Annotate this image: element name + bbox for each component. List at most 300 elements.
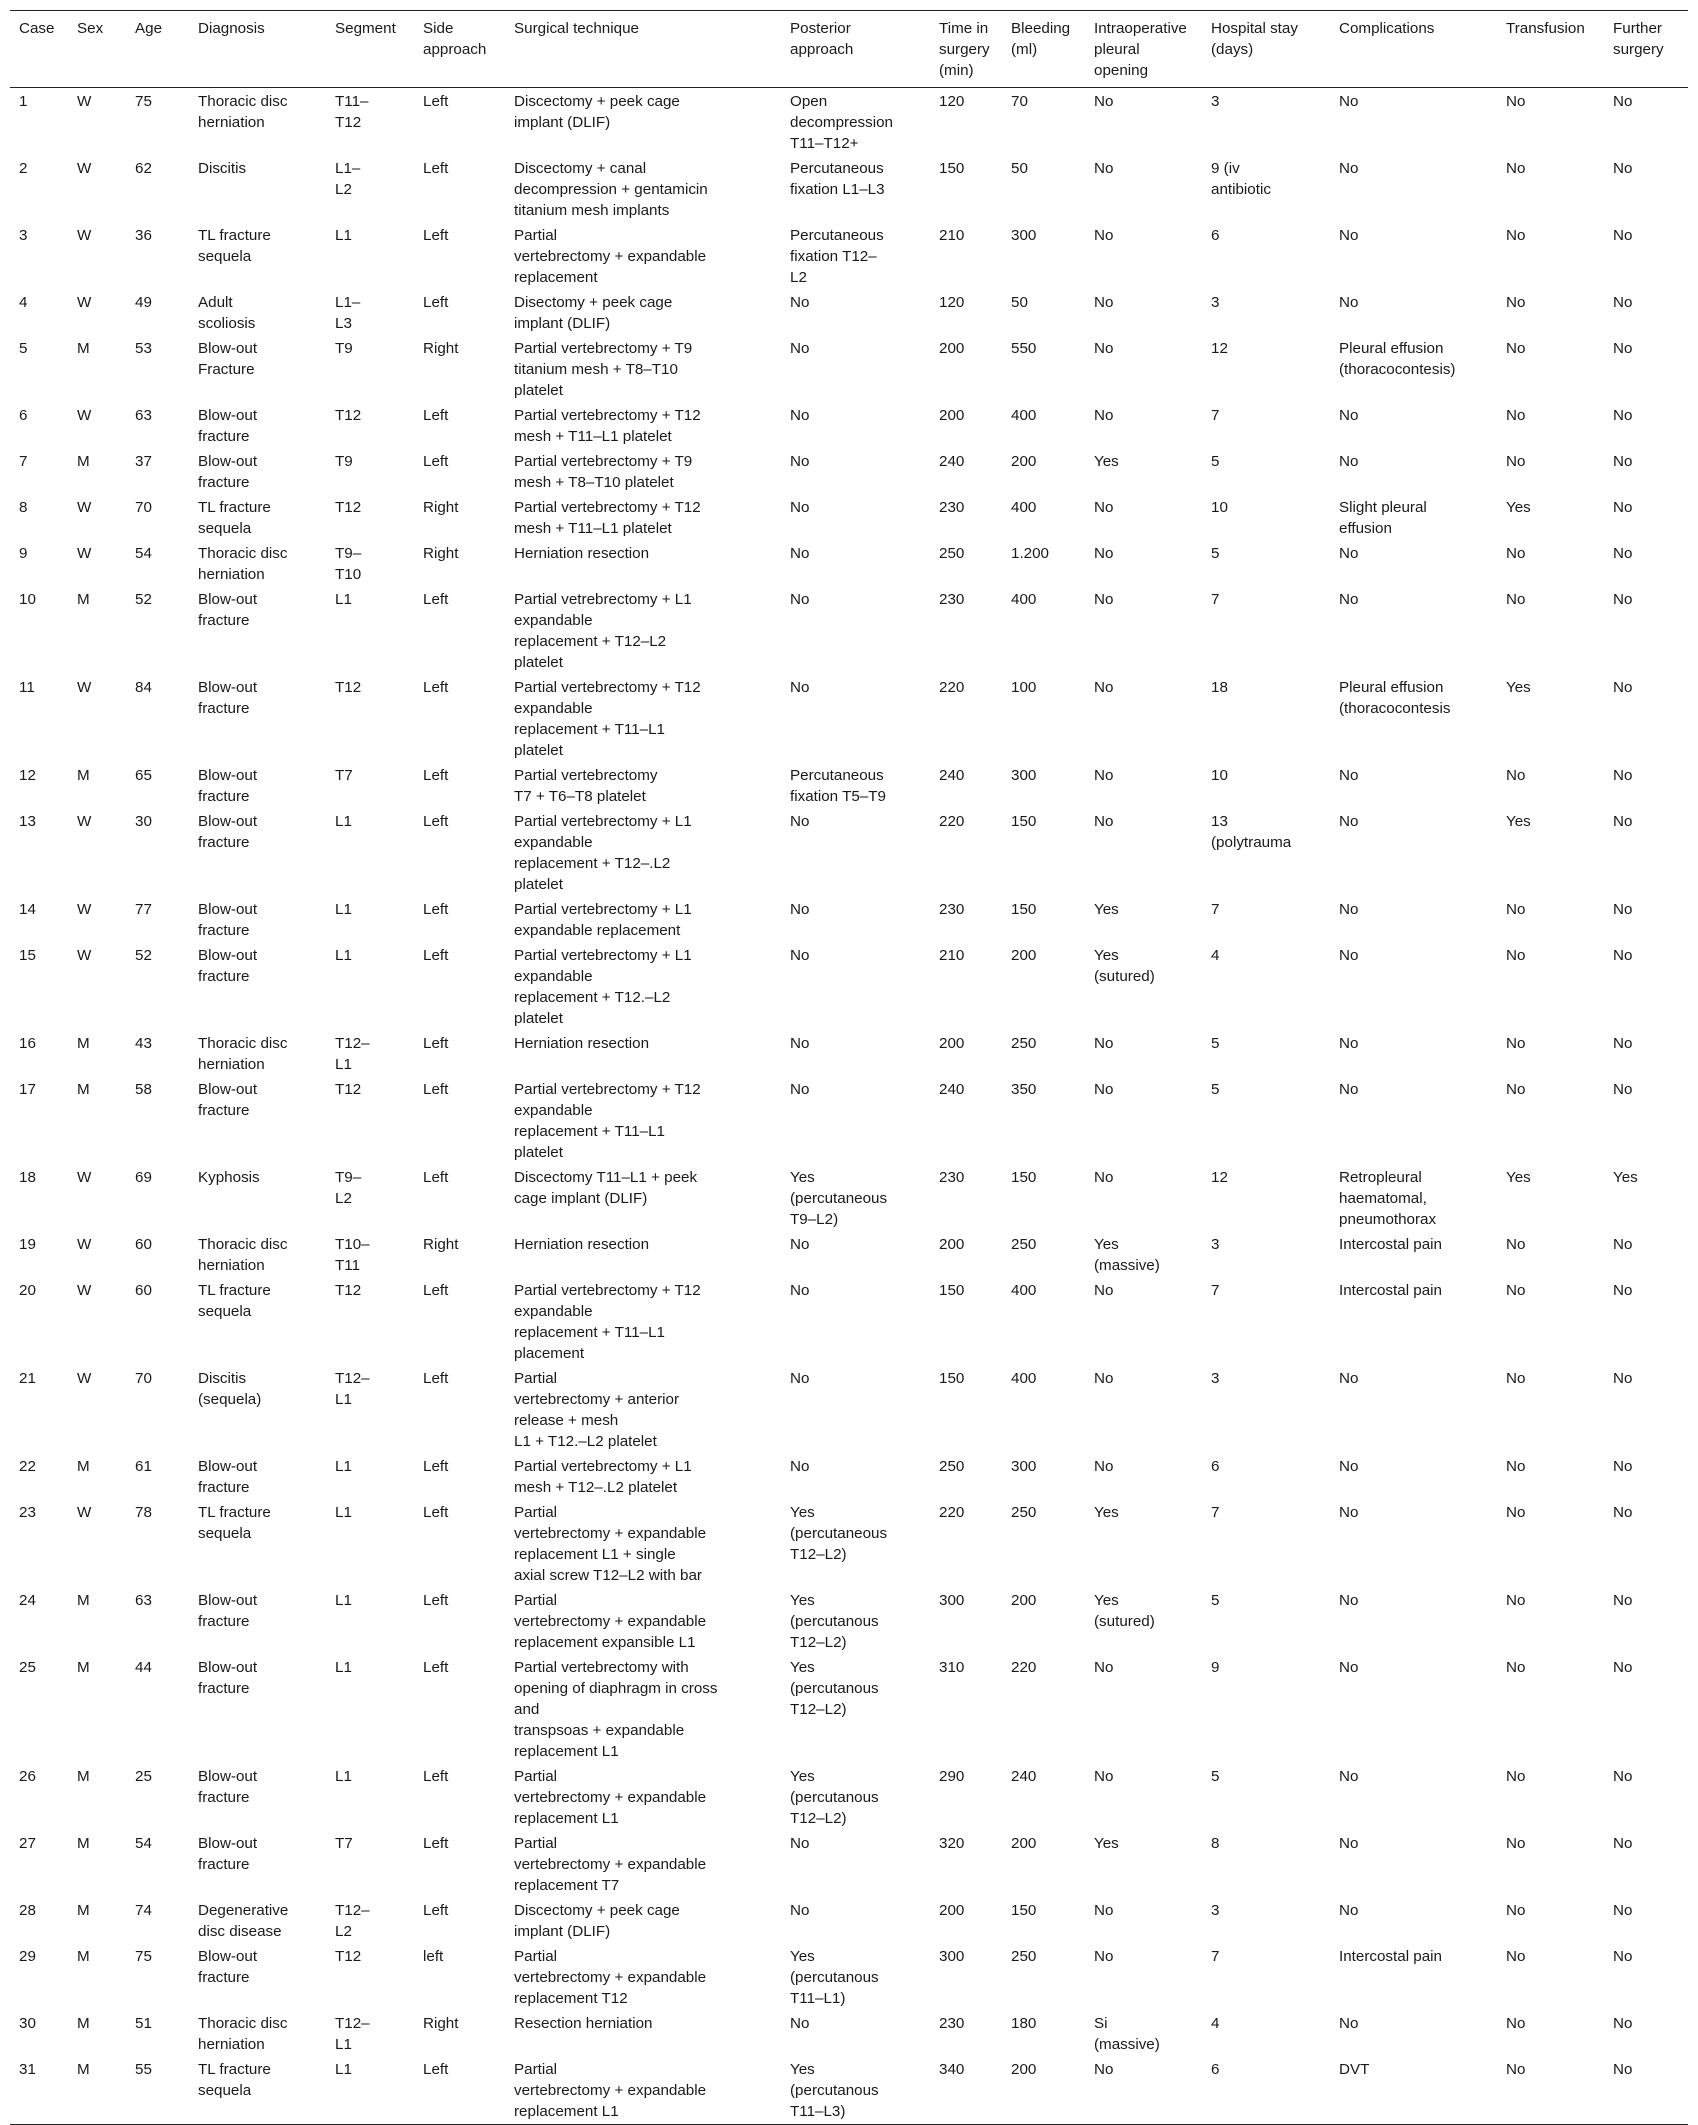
cell-surgical-technique: Partial vertebrectomy + L1 expandable replacement + T12.–L2 platelet [514, 947, 692, 1027]
cell-bleeding: 250 [1011, 1504, 1037, 1521]
table-row [10, 1763, 1688, 1830]
cell-bleeding: 350 [1011, 1081, 1037, 1098]
cell-hospital-stay: 8 [1211, 1835, 1220, 1852]
cell-segment: T12 [335, 1282, 362, 1299]
cell-surgical-technique: Partial vetrebrectomy + L1 expandable replacement + T12–L2 platelet [514, 591, 692, 671]
cell-complications: No [1339, 407, 1359, 424]
cell-further-surgery: No [1613, 545, 1633, 562]
cell-case: 11 [19, 679, 35, 696]
cell-complications: No [1339, 294, 1359, 311]
cell-diagnosis: Blow-out fracture [198, 767, 258, 805]
cell-pleural-opening: No [1094, 1169, 1114, 1186]
cell-bleeding: 150 [1011, 1169, 1037, 1186]
cell-time-in-surgery: 200 [939, 1902, 965, 1919]
cell-age: 75 [135, 93, 152, 110]
cell-diagnosis: TL fracture sequela [189, 2056, 326, 2125]
cell-hospital-stay: 7 [1211, 1504, 1220, 1521]
table-row [10, 1897, 1688, 1943]
cell-segment: T10– T11 [335, 1236, 370, 1274]
cell-side-approach: Left [423, 1035, 449, 1052]
cell-bleeding: 400 [1011, 1282, 1037, 1299]
cell-case: 20 [19, 1282, 36, 1299]
cell-sex: W [77, 294, 92, 311]
cell-pleural-opening: No [1094, 1370, 1114, 1387]
cell-further-surgery: No [1613, 1592, 1633, 1609]
cell-time-in-surgery: 200 [939, 1035, 965, 1052]
cell-case: 10 [19, 591, 36, 608]
cell-complications: No [1339, 813, 1359, 830]
cell-time-in-surgery: 250 [939, 1458, 965, 1475]
cell-pleural-opening: No [1094, 1282, 1114, 1299]
table-row [10, 540, 1688, 586]
cell-hospital-stay: 13 (polytrauma [1211, 813, 1292, 851]
cell-bleeding: 1.200 [1011, 545, 1050, 562]
cell-pleural-opening: No [1094, 160, 1114, 177]
cell-pleural-opening: No [1094, 1659, 1114, 1676]
cell-bleeding: 400 [1011, 591, 1037, 608]
cell-posterior-approach: Percutaneous fixation L1–L3 [790, 160, 885, 198]
column-header-case: Case [10, 11, 68, 88]
cell-posterior-approach: No [790, 591, 810, 608]
cell-posterior-approach: No [790, 407, 810, 424]
cell-sex: W [77, 1169, 92, 1186]
cell-sex: W [77, 407, 92, 424]
cell-posterior-approach: No [790, 545, 810, 562]
cell-time-in-surgery: 200 [939, 407, 965, 424]
cell-surgical-technique: Partial vertebrectomy + T9 titanium mesh + T8–T10 platelet [514, 340, 693, 399]
cell-sex: M [77, 1592, 90, 1609]
cell-sex: M [77, 340, 90, 357]
cell-time-in-surgery: 240 [939, 767, 965, 784]
cell-segment: L1 [335, 591, 352, 608]
cell-transfusion: No [1506, 1236, 1526, 1253]
table-row [10, 2056, 1688, 2125]
cell-case: 23 [19, 1504, 36, 1521]
table-header [10, 11, 1688, 88]
cell-hospital-stay: 7 [1211, 1282, 1220, 1299]
cell-complications: No [1339, 1659, 1359, 1676]
cell-hospital-stay: 6 [1202, 2056, 1330, 2125]
cell-complications: No [1339, 767, 1359, 784]
cell-transfusion: No [1506, 1282, 1526, 1299]
cell-bleeding: 220 [1011, 1659, 1037, 1676]
cell-sex: M [77, 767, 90, 784]
cell-transfusion: No [1506, 1768, 1526, 1785]
cell-sex: W [77, 1236, 92, 1253]
column-header-sex: Sex [68, 11, 126, 88]
cell-complications: No [1339, 901, 1359, 918]
cell-case: 9 [19, 545, 28, 562]
cell-posterior-approach: No [790, 813, 810, 830]
cell-posterior-approach: Yes (percutanous T11–L3) [781, 2056, 930, 2125]
cell-further-surgery: No [1613, 947, 1633, 964]
cell-posterior-approach: No [790, 1902, 810, 1919]
cell-side-approach: Right [423, 545, 459, 562]
cell-hospital-stay: 7 [1211, 407, 1220, 424]
cell-transfusion: No [1506, 1948, 1526, 1965]
column-header-transfusion: Transfusion [1497, 11, 1604, 88]
table-row [10, 674, 1688, 762]
table-row [10, 896, 1688, 942]
cell-further-surgery: No [1613, 1902, 1633, 1919]
cell-time-in-surgery: 200 [939, 340, 965, 357]
cell-surgical-technique: Partial vertebrectomy + T12 expandable replacement + T11–L1 placement [514, 1282, 701, 1362]
cell-hospital-stay: 6 [1211, 1458, 1220, 1475]
cell-case: 21 [19, 1370, 36, 1387]
cell-posterior-approach: No [790, 1035, 810, 1052]
cell-case: 27 [19, 1835, 36, 1852]
cell-surgical-technique: Partial vertebrectomy + T12 mesh + T11–L1 platelet [514, 499, 701, 537]
cell-transfusion: Yes [1506, 679, 1531, 696]
cell-time-in-surgery: 230 [939, 901, 965, 918]
cell-case: 29 [19, 1948, 36, 1965]
cell-pleural-opening: No [1094, 679, 1114, 696]
cell-complications: Retropleural haematomal, pneumothorax [1339, 1169, 1437, 1228]
cell-side-approach: Left [423, 227, 449, 244]
cell-case: 4 [19, 294, 28, 311]
cell-further-surgery: No [1613, 1035, 1633, 1052]
cell-diagnosis: Blow-out Fracture [198, 340, 258, 378]
cell-further-surgery: No [1613, 1835, 1633, 1852]
table-row [10, 1943, 1688, 2010]
cell-complications: No [1339, 591, 1359, 608]
case-series-table-container [10, 10, 1688, 2125]
cell-posterior-approach: Yes (percutanous T11–L1) [790, 1948, 879, 2007]
cell-further-surgery: No [1613, 407, 1633, 424]
cell-surgical-technique: Discectomy + peek cage implant (DLIF) [514, 93, 680, 131]
cell-sex: M [77, 1458, 90, 1475]
cell-complications: DVT [1330, 2056, 1497, 2125]
table-row [10, 335, 1688, 402]
cell-surgical-technique: Partial vertebrectomy + L1 expandable replacement [514, 901, 692, 939]
cell-age: 55 [126, 2056, 189, 2125]
cell-segment: L1 [326, 2056, 414, 2125]
cell-diagnosis: TL fracture sequela [198, 1504, 271, 1542]
cell-pleural-opening: No [1094, 93, 1114, 110]
cell-further-surgery: No [1613, 1081, 1633, 1098]
cell-surgical-technique: Herniation resection [514, 1236, 650, 1253]
cell-posterior-approach: No [790, 1370, 810, 1387]
table-row [10, 1277, 1688, 1365]
cell-sex: W [77, 813, 92, 830]
cell-hospital-stay: 3 [1211, 1236, 1220, 1253]
cell-transfusion: No [1506, 1370, 1526, 1387]
cell-age: 25 [135, 1768, 152, 1785]
cell-pleural-opening: No [1085, 2056, 1202, 2125]
cell-posterior-approach: Yes (percutaneous T12–L2) [790, 1504, 888, 1563]
column-header-side-approach: Side approach [414, 11, 505, 88]
cell-further-surgery: No [1613, 2015, 1633, 2032]
cell-bleeding: 150 [1011, 813, 1037, 830]
cell-segment: T12– L1 [335, 2015, 370, 2053]
cell-time-in-surgery: 210 [939, 227, 965, 244]
cell-complications: No [1339, 947, 1359, 964]
cell-age: 54 [135, 1835, 152, 1852]
cell-diagnosis: Blow-out fracture [198, 1948, 258, 1986]
cell-hospital-stay: 12 [1211, 1169, 1228, 1186]
cell-further-surgery: No [1613, 340, 1633, 357]
cell-pleural-opening: Yes [1094, 453, 1119, 470]
cell-age: 74 [135, 1902, 152, 1919]
cell-complications: Intercostal pain [1339, 1948, 1442, 1965]
cell-pleural-opening: No [1094, 294, 1114, 311]
cell-pleural-opening: No [1094, 499, 1114, 516]
cell-transfusion: No [1506, 767, 1526, 784]
cell-diagnosis: Blow-out fracture [198, 1835, 258, 1873]
cell-diagnosis: Blow-out fracture [198, 1081, 258, 1119]
cell-case: 1 [19, 93, 28, 110]
cell-hospital-stay: 4 [1211, 947, 1220, 964]
cell-segment: T12 [335, 1948, 362, 1965]
column-header-complications: Complications [1330, 11, 1497, 88]
column-header-hospital-stay: Hospital stay (days) [1202, 11, 1330, 88]
cell-age: 58 [135, 1081, 152, 1098]
cell-surgical-technique: Resection herniation [514, 2015, 653, 2032]
cell-segment: T9 [335, 453, 353, 470]
cell-segment: L1 [335, 1659, 352, 1676]
cell-surgical-technique: Partial vertebrectomy + anterior release + mesh L1 + T12.–L2 platelet [514, 1370, 680, 1450]
cell-age: 51 [135, 2015, 152, 2032]
cell-age: 52 [135, 947, 152, 964]
cell-case: 8 [19, 499, 28, 516]
cell-further-surgery: No [1613, 160, 1633, 177]
cell-further-surgery: No [1613, 1370, 1633, 1387]
cell-diagnosis: Blow-out fracture [198, 1458, 258, 1496]
cell-time-in-surgery: 240 [939, 453, 965, 470]
cell-transfusion: No [1497, 2056, 1604, 2125]
cell-segment: T12 [335, 1081, 362, 1098]
cell-segment: L1– L3 [335, 294, 361, 332]
cell-transfusion: No [1506, 340, 1526, 357]
cell-case: 13 [19, 813, 36, 830]
cell-side-approach: Left [423, 679, 449, 696]
cell-pleural-opening: No [1094, 1081, 1114, 1098]
cell-complications: No [1339, 1768, 1359, 1785]
cell-diagnosis: Blow-out fracture [198, 901, 258, 939]
cell-pleural-opening: No [1094, 767, 1114, 784]
cell-surgical-technique: Partial vertebrectomy + L1 expandable replacement + T12–.L2 platelet [514, 813, 692, 893]
cell-time-in-surgery: 200 [939, 1236, 965, 1253]
cell-complications: No [1339, 93, 1359, 110]
cell-time-in-surgery: 290 [939, 1768, 965, 1785]
cell-age: 30 [135, 813, 152, 830]
cell-hospital-stay: 6 [1211, 227, 1220, 244]
cell-posterior-approach: Yes (percutaneous T9–L2) [790, 1169, 888, 1228]
cell-side-approach: Left [423, 767, 449, 784]
cell-transfusion: No [1506, 947, 1526, 964]
cell-posterior-approach: Open decompression T11–T12+ [790, 93, 893, 152]
cell-side-approach: Left [423, 1768, 449, 1785]
cell-further-surgery: No [1613, 679, 1633, 696]
cell-pleural-opening: No [1094, 407, 1114, 424]
cell-pleural-opening: Yes [1094, 1504, 1119, 1521]
table-row [10, 942, 1688, 1030]
cell-transfusion: No [1506, 1081, 1526, 1098]
table-row [10, 1499, 1688, 1587]
cell-age: 69 [135, 1169, 152, 1186]
cell-side-approach: Left [423, 93, 449, 110]
cell-transfusion: No [1506, 591, 1526, 608]
cell-pleural-opening: Yes [1094, 901, 1119, 918]
cell-transfusion: No [1506, 1035, 1526, 1052]
cell-surgical-technique: Partial vertebrectomy + expandable replacement [514, 227, 707, 286]
cell-diagnosis: Blow-out fracture [198, 591, 258, 629]
table-body [10, 88, 1688, 2125]
cell-posterior-approach: No [790, 901, 810, 918]
cell-time-in-surgery: 300 [939, 1948, 965, 1965]
cell-age: 78 [135, 1504, 152, 1521]
cell-time-in-surgery: 120 [939, 294, 965, 311]
cell-surgical-technique: Partial vertebrectomy + L1 mesh + T12–.L2 platelet [514, 1458, 692, 1496]
table-row [10, 1587, 1688, 1654]
cell-segment: T12– L2 [335, 1902, 370, 1940]
cell-diagnosis: Thoracic disc herniation [198, 2015, 288, 2053]
cell-case: 16 [19, 1035, 36, 1052]
cell-surgical-technique: Partial vertebrectomy + expandable replacement T12 [514, 1948, 707, 2007]
cell-time-in-surgery: 310 [939, 1659, 965, 1676]
cell-transfusion: No [1506, 1458, 1526, 1475]
cell-posterior-approach: No [790, 679, 810, 696]
cell-sex: W [77, 93, 92, 110]
cell-side-approach: Left [423, 1902, 449, 1919]
cell-diagnosis: Discitis (sequela) [198, 1370, 262, 1408]
column-header-age: Age [126, 11, 189, 88]
cell-side-approach: Left [423, 294, 449, 311]
cell-hospital-stay: 4 [1211, 2015, 1220, 2032]
cell-segment: L1 [335, 1504, 352, 1521]
cell-age: 60 [135, 1282, 152, 1299]
cell-posterior-approach: No [790, 1835, 810, 1852]
cell-case: 5 [19, 340, 28, 357]
cell-further-surgery: No [1613, 591, 1633, 608]
cell-age: 75 [135, 1948, 152, 1965]
cell-transfusion: No [1506, 545, 1526, 562]
cell-further-surgery: No [1613, 1458, 1633, 1475]
cell-bleeding: 200 [1011, 1592, 1037, 1609]
cell-complications: Slight pleural effusion [1339, 499, 1427, 537]
cell-sex: M [77, 2015, 90, 2032]
cell-hospital-stay: 9 (iv antibiotic [1211, 160, 1271, 198]
cell-hospital-stay: 3 [1211, 1902, 1220, 1919]
cell-bleeding: 100 [1011, 679, 1037, 696]
cell-side-approach: Left [423, 813, 449, 830]
cell-case: 28 [19, 1902, 36, 1919]
cell-surgical-technique: Partial vertebrectomy + T12 expandable replacement + T11–L1 platelet [514, 1081, 701, 1161]
cell-sex: M [77, 591, 90, 608]
cell-segment: L1 [335, 901, 352, 918]
table-row [10, 155, 1688, 222]
cell-bleeding: 240 [1011, 1768, 1037, 1785]
column-header-time-in-surgery: Time in surgery (min) [930, 11, 1002, 88]
cell-segment: T12– L1 [335, 1370, 370, 1408]
cell-time-in-surgery: 120 [939, 93, 965, 110]
cell-further-surgery: No [1613, 1659, 1633, 1676]
cell-segment: T7 [335, 767, 353, 784]
cell-hospital-stay: 7 [1211, 901, 1220, 918]
cell-transfusion: No [1506, 901, 1526, 918]
cell-sex: W [77, 545, 92, 562]
column-header-further-surgery: Further surgery [1604, 11, 1688, 88]
table-row [10, 448, 1688, 494]
cell-segment: L1 [335, 813, 352, 830]
cell-hospital-stay: 7 [1211, 591, 1220, 608]
cell-hospital-stay: 5 [1211, 1081, 1220, 1098]
cell-surgical-technique: Partial vertebrectomy + T12 expandable replacement + T11–L1 platelet [514, 679, 701, 759]
cell-time-in-surgery: 220 [939, 1504, 965, 1521]
cell-posterior-approach: Percutaneous fixation T12– L2 [790, 227, 884, 286]
cell-posterior-approach: Yes (percutanous T12–L2) [790, 1768, 879, 1827]
cell-sex: M [77, 1081, 90, 1098]
cell-case: 26 [19, 1768, 36, 1785]
cell-pleural-opening: Yes (massive) [1094, 1236, 1160, 1274]
cell-further-surgery: No [1613, 93, 1633, 110]
table-row [10, 1076, 1688, 1164]
cell-sex: M [77, 1768, 90, 1785]
cell-side-approach: Right [423, 340, 459, 357]
cell-case: 14 [19, 901, 36, 918]
cell-transfusion: No [1506, 227, 1526, 244]
table-row [10, 808, 1688, 896]
cell-hospital-stay: 9 [1211, 1659, 1220, 1676]
cell-side-approach: Left [423, 591, 449, 608]
cell-surgical-technique: Partial vertebrectomy + expandable replacement expansible L1 [514, 1592, 707, 1651]
cell-bleeding: 180 [1011, 2015, 1037, 2032]
cell-transfusion: Yes [1506, 1169, 1531, 1186]
cell-bleeding: 150 [1011, 901, 1037, 918]
cell-hospital-stay: 3 [1211, 93, 1220, 110]
cell-further-surgery: No [1613, 813, 1633, 830]
cell-hospital-stay: 10 [1211, 499, 1228, 516]
cell-age: 60 [135, 1236, 152, 1253]
cell-pleural-opening: No [1094, 1458, 1114, 1475]
cell-surgical-technique: Discectomy + canal decompression + gentamicin titanium mesh implants [514, 160, 708, 219]
cell-surgical-technique: Herniation resection [514, 545, 650, 562]
table-row [10, 586, 1688, 674]
cell-side-approach: Left [423, 901, 449, 918]
cell-time-in-surgery: 220 [939, 813, 965, 830]
column-header-diagnosis: Diagnosis [189, 11, 326, 88]
cell-further-surgery: No [1613, 767, 1633, 784]
cell-bleeding: 50 [1011, 160, 1028, 177]
cell-side-approach: Left [423, 453, 449, 470]
cell-surgical-technique: Partial vertebrectomy with opening of diaphragm in cross and transpsoas + expandable replacement L1 [514, 1659, 718, 1760]
cell-posterior-approach: No [790, 1458, 810, 1475]
cell-bleeding: 550 [1011, 340, 1037, 357]
cell-segment: T9– T10 [335, 545, 362, 583]
cell-segment: T12 [335, 407, 362, 424]
cell-time-in-surgery: 150 [939, 160, 965, 177]
cell-complications: No [1339, 1458, 1359, 1475]
cell-further-surgery: No [1613, 1236, 1633, 1253]
cell-case: 30 [19, 2015, 36, 2032]
cell-age: 70 [135, 1370, 152, 1387]
cell-time-in-surgery: 150 [939, 1282, 965, 1299]
cell-time-in-surgery: 230 [939, 591, 965, 608]
cell-hospital-stay: 3 [1211, 1370, 1220, 1387]
cell-pleural-opening: No [1094, 227, 1114, 244]
cell-pleural-opening: No [1094, 1902, 1114, 1919]
cell-complications: No [1339, 1902, 1359, 1919]
cell-segment: L1 [335, 947, 352, 964]
cell-hospital-stay: 12 [1211, 340, 1228, 357]
cell-age: 54 [135, 545, 152, 562]
cell-segment: T12– L1 [335, 1035, 370, 1073]
cell-side-approach: Left [423, 1592, 449, 1609]
cell-diagnosis: Blow-out fracture [198, 947, 258, 985]
cell-posterior-approach: No [790, 947, 810, 964]
cell-side-approach: Left [423, 1282, 449, 1299]
column-header-pleural-opening: Intraoperative pleural opening [1085, 11, 1202, 88]
